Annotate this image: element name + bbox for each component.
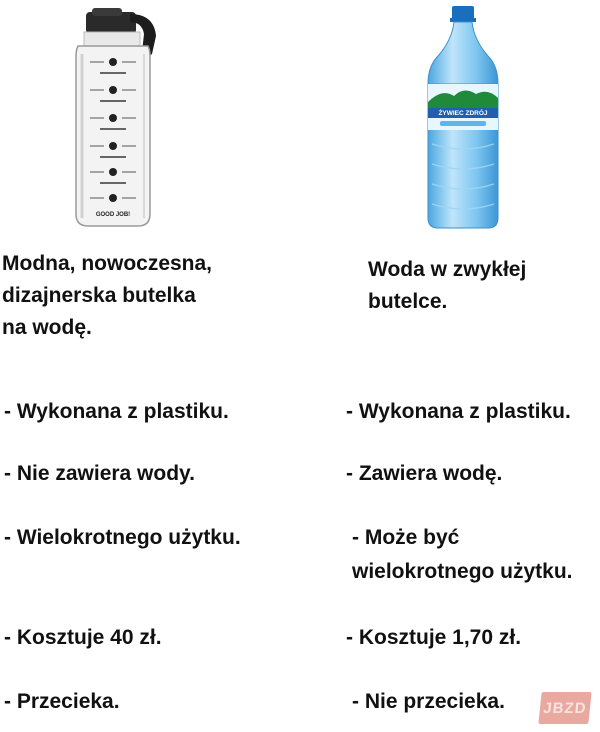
designer-bottle-label: GOOD JOB! [95, 212, 131, 218]
left-point-material: - Wykonana z plastiku. [4, 400, 229, 423]
right-point-price: - Kosztuje 1,70 zł. [346, 626, 522, 649]
left-title-line-1: Modna, nowoczesna, [2, 252, 213, 275]
right-title-line-1: Woda w zwykłej [368, 258, 527, 281]
water-bottle-image [418, 4, 508, 230]
right-title-line-2: butelce. [368, 290, 448, 313]
left-title-line-3: na wodę. [2, 316, 92, 339]
right-point-water: - Zawiera wodę. [346, 462, 503, 485]
right-point-material: - Wykonana z plastiku. [346, 400, 571, 423]
left-point-water: - Nie zawiera wody. [4, 462, 195, 485]
right-point-reuse-2: wielokrotnego użytku. [352, 560, 573, 583]
left-point-leak: - Przecieka. [4, 690, 120, 713]
left-title-line-2: dizajnerska butelka [2, 284, 196, 307]
designer-bottle-image [68, 6, 168, 228]
left-point-reuse: - Wielokrotnego użytku. [4, 526, 241, 549]
right-point-leak: - Nie przecieka. [352, 690, 505, 713]
jbzd-watermark: JBZD [538, 692, 591, 724]
right-point-reuse-1: - Może być [352, 526, 460, 549]
water-bottle-brand: ŻYWIEC ZDRÓJ [438, 110, 488, 117]
left-point-price: - Kosztuje 40 zł. [4, 626, 162, 649]
